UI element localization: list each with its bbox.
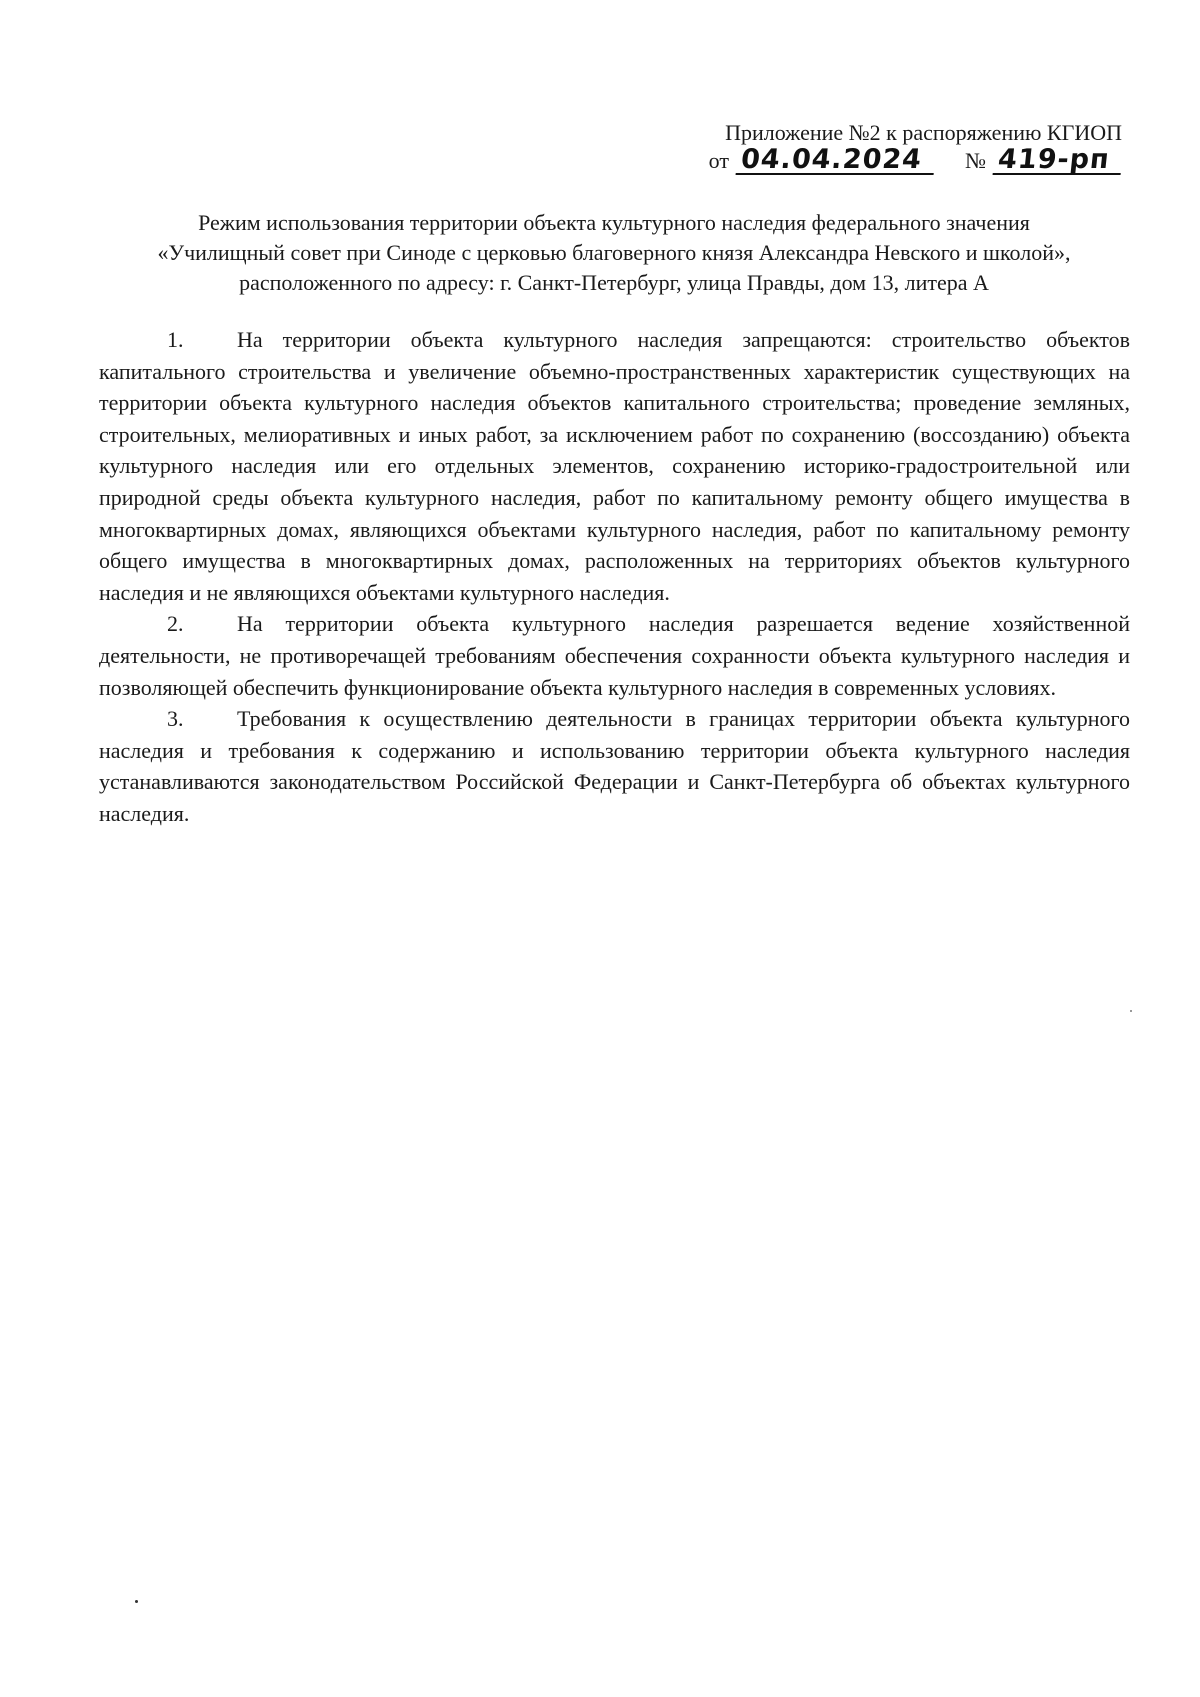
document-body (99, 324, 1130, 830)
handwritten-date: 04.04.2024 (736, 147, 937, 175)
scan-artifact (1130, 1010, 1132, 1012)
paragraph-text: На территории объекта культурного наследия запрещаются: строительство объектов капитального строительства и увеличение объемно-пространственных характеристик существующих на территории объекта культурного наследия объектов капитального строительства; проведение земляных, строительных, мелиоративных и иных работ, за исключением работ по сохранению (воссозданию) объекта культурного наследия или его отдельных элементов, сохранению историко-градостроительной или природной среды объекта культурного наследия, работ по капитальному ремонту общего имущества в многоквартирных домах, являющихся объектами культурного наследия, работ по капитальному ремонту общего имущества в многоквартирных домах, расположенных на территориях объектов культурного наследия и не являющихся объектами культурного наследия. (99, 327, 1130, 605)
paragraph-3 (99, 703, 1130, 829)
paragraph-1 (99, 324, 1130, 608)
paragraph-number: 3. (167, 706, 184, 732)
order-reference (662, 146, 1122, 176)
appendix-line: Приложение №2 к распоряжению КГИОП (725, 120, 1122, 145)
paragraph-text: На территории объекта культурного наследия разрешается ведение хозяйственной деятельности, не противоречащей требованиям обеспечения сохранности объекта культурного наследия и позволяющей обеспечить функционирование объекта культурного наследия в современных условиях. (99, 611, 1130, 700)
scan-artifact (135, 1600, 138, 1603)
handwritten-order-number: 419-рп (993, 147, 1124, 175)
paragraph-number: 2. (167, 611, 184, 637)
paragraph-number: 1. (167, 327, 184, 352)
number-prefix: № (965, 148, 986, 173)
title-line-2: «Училищный совет при Синоде с церковью благоверного князя Александра Невского и школой», (157, 240, 1071, 265)
title-line-3: расположенного по адресу: г. Санкт-Петербург, улица Правды, дом 13, литера А (239, 270, 989, 295)
title-line-1: Режим использования территории объекта культурного наследия федерального значения (198, 210, 1030, 235)
date-prefix: от (708, 148, 729, 173)
document-title (98, 208, 1130, 298)
paragraph-text: Требования к осуществлению деятельности в границах территории объекта культурного наследия и требования к содержанию и использованию территории объекта культурного наследия устанавливаются законодательством Российской Федерации и Санкт-Петербурга об объектах культурного наследия. (99, 706, 1130, 826)
appendix-header (662, 118, 1122, 176)
paragraph-2 (99, 608, 1130, 703)
